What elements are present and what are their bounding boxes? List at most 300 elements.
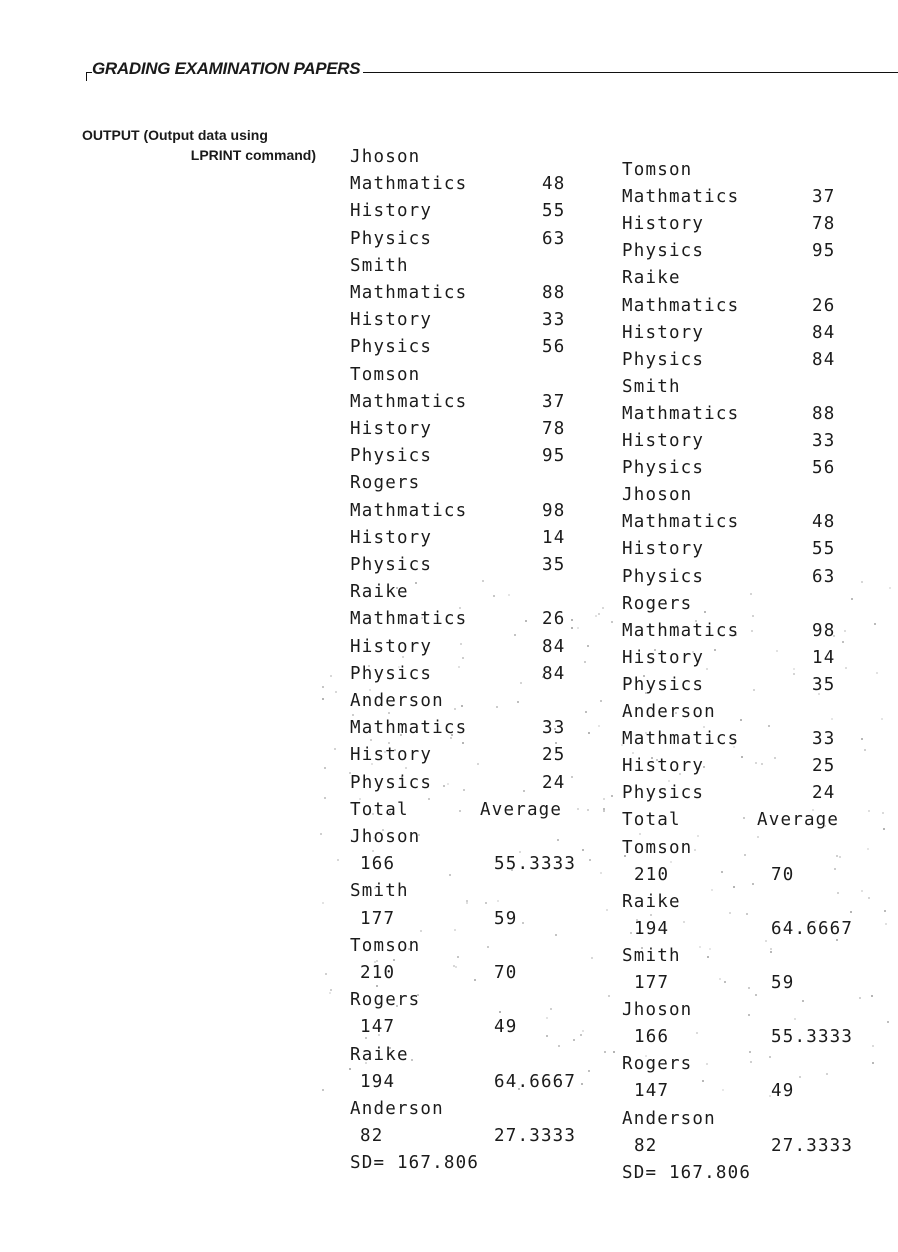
noise-speck [557,839,559,841]
printout-value: 59 [494,908,518,929]
printout-label: Mathmatics [622,403,740,424]
printout-value: 98 [542,500,566,521]
noise-speck [367,616,369,618]
noise-speck [753,689,755,691]
noise-speck [679,773,681,775]
printout-line [350,444,600,468]
noise-speck [555,934,557,936]
printout-value: 95 [812,241,836,262]
printout-label: Jhoson [622,485,693,506]
printout-label: Total [622,810,681,831]
noise-speck [722,1089,724,1091]
noise-speck [454,929,456,931]
printout-line [350,1151,600,1175]
noise-speck [337,859,339,861]
noise-speck [724,981,726,983]
printout-line [350,308,600,332]
printout-value: 78 [812,214,836,235]
printout-label: 194 [634,918,670,939]
noise-speck [420,930,422,932]
printout-line [350,907,600,931]
printout-label: Raike [350,1044,409,1065]
noise-speck [517,701,519,703]
printout-label: Anderson [350,1099,444,1119]
noise-speck [457,956,459,958]
noise-speck [320,833,322,835]
noise-speck [664,789,666,791]
noise-speck [378,1034,380,1036]
noise-speck [523,790,525,792]
noise-speck [842,641,844,643]
printout-label: History [350,419,433,439]
noise-speck [324,767,326,769]
printout-value: 59 [771,973,795,993]
noise-speck [388,712,390,714]
noise-speck [571,776,573,778]
printout-label: Mathmatics [350,609,468,630]
noise-speck [418,834,420,836]
noise-speck [352,714,354,716]
noise-speck [450,737,452,739]
printout-label: History [350,201,433,222]
noise-speck [709,948,711,950]
noise-speck [322,1089,324,1091]
printout-label: Rogers [622,593,693,614]
printout-value: 56 [542,337,566,358]
noise-speck [834,868,836,870]
noise-speck [588,1070,590,1072]
noise-speck [621,744,623,746]
noise-speck [585,711,587,713]
noise-speck [836,855,838,857]
noise-speck [707,956,709,958]
printout-value: 49 [494,1017,518,1038]
noise-speck [522,922,524,924]
noise-speck [460,643,462,645]
noise-speck [748,987,750,989]
noise-speck [485,902,487,904]
printout-label: Mathmatics [350,174,468,195]
printout-label: History [350,636,433,657]
printout-label: Jhoson [622,1000,693,1021]
noise-speck [793,668,795,670]
printout-line [350,825,600,849]
noise-speck [812,809,814,811]
printout-label: 210 [634,864,670,885]
printout-label: Raike [622,268,681,289]
noise-speck [589,859,591,861]
noise-speck [376,960,378,962]
noise-speck [755,762,757,764]
printout-label: 177 [634,973,670,993]
noise-speck [369,689,371,691]
noise-speck [335,691,337,693]
noise-speck [861,581,863,583]
noise-speck [704,611,706,613]
noise-speck [749,1051,751,1053]
printout-value: Average [480,799,563,820]
noise-speck [885,923,887,925]
printout-value: 25 [812,756,836,777]
printout-label: History [350,310,433,331]
noise-speck [520,682,522,684]
printout-label: Mathmatics [622,512,740,533]
noise-speck [477,763,479,765]
noise-speck [499,1011,501,1013]
printout-label: Physics [622,241,705,262]
noise-speck [748,1014,750,1016]
noise-speck [415,582,417,584]
printout-label: Mathmatics [622,187,740,208]
noise-speck [729,912,731,914]
printout-line [622,619,890,643]
noise-speck [547,721,549,723]
noise-speck [365,1037,367,1039]
printout-label: Physics [350,446,433,467]
printout-line [350,281,600,305]
printout-line [350,743,600,767]
printout-label: Rogers [350,473,421,494]
noise-speck [746,913,748,915]
noise-speck [401,776,403,778]
printout-line [622,917,890,941]
noise-speck [733,886,735,888]
noise-speck [670,861,672,863]
printout-line [622,429,890,453]
printout-label: Tomson [350,364,421,385]
noise-speck [375,911,377,913]
noise-speck [769,1095,771,1097]
noise-speck [428,798,430,800]
printout-line [622,673,890,697]
noise-speck [695,620,697,622]
noise-speck [636,919,638,921]
noise-speck [861,890,863,892]
noise-speck [408,948,410,950]
printout-line [622,348,890,372]
noise-speck [330,989,332,991]
printout-line [622,808,890,832]
printout-label: Mathmatics [350,500,468,521]
printout-value: 25 [542,745,566,766]
printout-label: History [622,322,705,343]
noise-speck [519,851,521,853]
printout-label: Rogers [622,1054,693,1075]
noise-speck [676,625,678,627]
noise-speck [373,837,375,839]
noise-speck [550,1008,552,1010]
noise-speck [793,673,795,675]
printout-label: Mathmatics [350,283,468,303]
noise-speck [864,749,866,751]
printout-label: History [622,431,705,451]
noise-speck [518,1088,520,1090]
printout-value: 55 [542,201,566,222]
noise-speck [455,966,457,968]
printout-value: 35 [542,555,566,575]
printout-label: Anderson [350,691,444,711]
noise-speck [493,595,495,597]
printout-line [350,988,600,1012]
noise-speck [683,921,685,923]
noise-speck [639,833,641,835]
printout-line [350,1015,600,1039]
noise-speck [611,621,613,623]
printout-value: 33 [812,431,836,451]
printout-line [622,239,890,263]
printout-line [350,961,600,985]
printout-label: Anderson [622,1108,716,1129]
noise-speck [645,692,647,694]
noise-speck [851,598,853,600]
noise-speck [334,748,336,750]
noise-speck [546,1035,548,1037]
noise-speck [611,795,613,797]
noise-speck [558,1045,560,1047]
printout-line [622,510,890,534]
noise-speck [755,994,757,996]
noise-speck [365,1062,367,1064]
noise-speck [389,811,391,813]
printout-line [622,185,890,209]
printout-line [622,402,890,426]
printout-value: 14 [812,647,836,668]
noise-speck [868,897,870,899]
printout-line [350,145,600,169]
printout-value: Average [757,810,840,831]
printout-line [622,998,890,1022]
printout-label: Smith [350,255,409,276]
printout-line [622,592,890,616]
printout-label: SD= 167.806 [350,1153,480,1174]
printout-label: Physics [622,783,705,804]
noise-speck [750,593,752,595]
noise-speck [384,751,386,753]
printout-label: 147 [634,1081,670,1102]
noise-speck [833,635,835,637]
printout-label: Tomson [622,160,693,180]
noise-speck [322,698,324,700]
noise-speck [602,607,604,609]
noise-speck [372,850,374,852]
printout-line [350,553,600,577]
noise-speck [459,607,461,609]
noise-speck [497,900,499,902]
printout-label: Physics [622,458,705,479]
noise-speck [714,649,716,651]
noise-speck [508,594,510,596]
printout-line [622,700,890,724]
noise-speck [743,817,745,819]
printout-line [622,483,890,507]
noise-speck [454,708,456,710]
noise-speck [768,725,770,727]
printout-label: History [622,756,705,777]
noise-speck [776,650,778,652]
noise-speck [770,948,772,950]
printout-label: Physics [350,555,433,575]
noise-speck [462,657,464,659]
noise-speck [881,718,883,720]
printout-line [350,879,600,903]
printout-value: 84 [812,349,836,370]
noise-speck [872,1062,874,1064]
noise-speck [322,902,324,904]
printout-value: 84 [812,322,836,343]
noise-speck [367,591,369,593]
noise-speck [603,798,605,800]
noise-speck [750,1061,752,1063]
noise-speck [711,889,713,891]
printout-value: 56 [812,458,836,479]
noise-speck [581,1083,583,1085]
noise-speck [675,712,677,714]
printout-line [350,417,600,441]
noise-speck [582,1030,584,1032]
noise-speck [368,665,370,667]
noise-speck [703,726,705,728]
printout-value: 84 [542,663,566,684]
printout-line [622,1052,890,1076]
noise-speck [487,946,489,948]
noise-speck [752,883,754,885]
printout-line [622,1079,890,1103]
noise-speck [577,808,579,810]
noise-speck [405,767,407,769]
noise-speck [632,752,634,754]
noise-speck [388,742,390,744]
noise-speck [876,672,878,674]
noise-speck [802,1000,804,1002]
noise-speck [608,995,610,997]
printout-line [622,971,890,995]
noise-speck [740,719,742,721]
printout-line [622,836,890,860]
noise-speck [744,854,746,856]
printout-line [622,158,890,182]
printout-label: Physics [350,337,433,358]
noise-speck [417,994,419,996]
noise-speck [668,780,670,782]
noise-speck [604,1051,606,1053]
noise-speck [349,772,351,774]
printout-value: 55 [812,539,836,560]
noise-speck [850,911,852,913]
printout-label: Jhoson [350,827,421,847]
printout-line [350,1097,600,1121]
noise-speck [696,1032,698,1034]
noise-speck [451,734,453,736]
printout-value: 78 [542,419,566,439]
printout-value: 33 [542,310,566,331]
printout-line [350,1124,600,1148]
noise-speck [325,973,327,975]
printout-value: 49 [771,1081,795,1102]
noise-speck [741,756,743,758]
printout-label: 166 [634,1027,670,1048]
noise-speck [694,849,696,851]
printout-line [350,689,600,713]
printout-label: 166 [360,854,396,875]
noise-speck [542,676,544,678]
printout-value: 33 [542,718,566,739]
printout-value: 64.6667 [771,918,854,939]
printout-line [350,526,600,550]
noise-speck [554,728,556,730]
noise-speck [330,675,332,677]
printout-label: Physics [622,349,705,370]
noise-speck [871,995,873,997]
noise-speck [818,693,820,695]
noise-speck [349,1068,351,1070]
noise-speck [525,620,527,622]
output-label [82,125,322,165]
noise-speck [645,1055,647,1057]
noise-speck [654,649,656,651]
noise-speck [603,810,605,812]
printout-label: Raike [350,582,409,603]
printout-value: 64.6667 [494,1071,577,1092]
printout-value: 27.3333 [494,1126,577,1147]
noise-speck [359,798,361,800]
noise-speck [826,1073,828,1075]
printout-value: 26 [812,295,836,316]
printout-line [350,580,600,604]
printout-line [622,321,890,345]
noise-speck [706,1063,708,1065]
noise-speck [591,957,593,959]
noise-speck [443,785,445,787]
printout-line [350,934,600,958]
printout-line [622,944,890,968]
noise-speck [482,580,484,582]
printout-value: 98 [812,620,836,641]
printout-value: 95 [542,446,566,467]
noise-speck [882,812,884,814]
noise-speck [453,965,455,967]
noise-speck [826,759,828,761]
noise-speck [824,825,826,827]
noise-speck [584,661,586,663]
noise-speck [587,809,589,811]
printout-label: Mathmatics [622,729,740,750]
printout-label: Total [350,799,409,820]
printout-label: Tomson [622,837,693,858]
noise-speck [706,668,708,670]
output-label-line2: LPRINT command) [190,147,316,163]
printout-line [350,798,600,822]
noise-speck [396,587,398,589]
noise-speck [376,985,378,987]
printout-line [350,635,600,659]
printout-label: SD= 167.806 [622,1162,752,1183]
noise-speck [761,763,763,765]
printout-label: Mathmatics [350,391,468,412]
noise-speck [546,1017,548,1019]
printout-label: 147 [360,1017,396,1038]
printout-label: History [350,527,433,548]
printout-label: Physics [350,228,433,249]
printout-value: 37 [542,391,566,412]
printout-label: Raike [622,891,681,912]
noise-speck [794,1018,796,1020]
printout-label: Tomson [350,935,421,956]
printout-line [622,294,890,318]
noise-speck [398,666,400,668]
printout-label: Jhoson [350,147,421,167]
printout-label: Physics [622,674,705,695]
noise-speck [815,920,817,922]
